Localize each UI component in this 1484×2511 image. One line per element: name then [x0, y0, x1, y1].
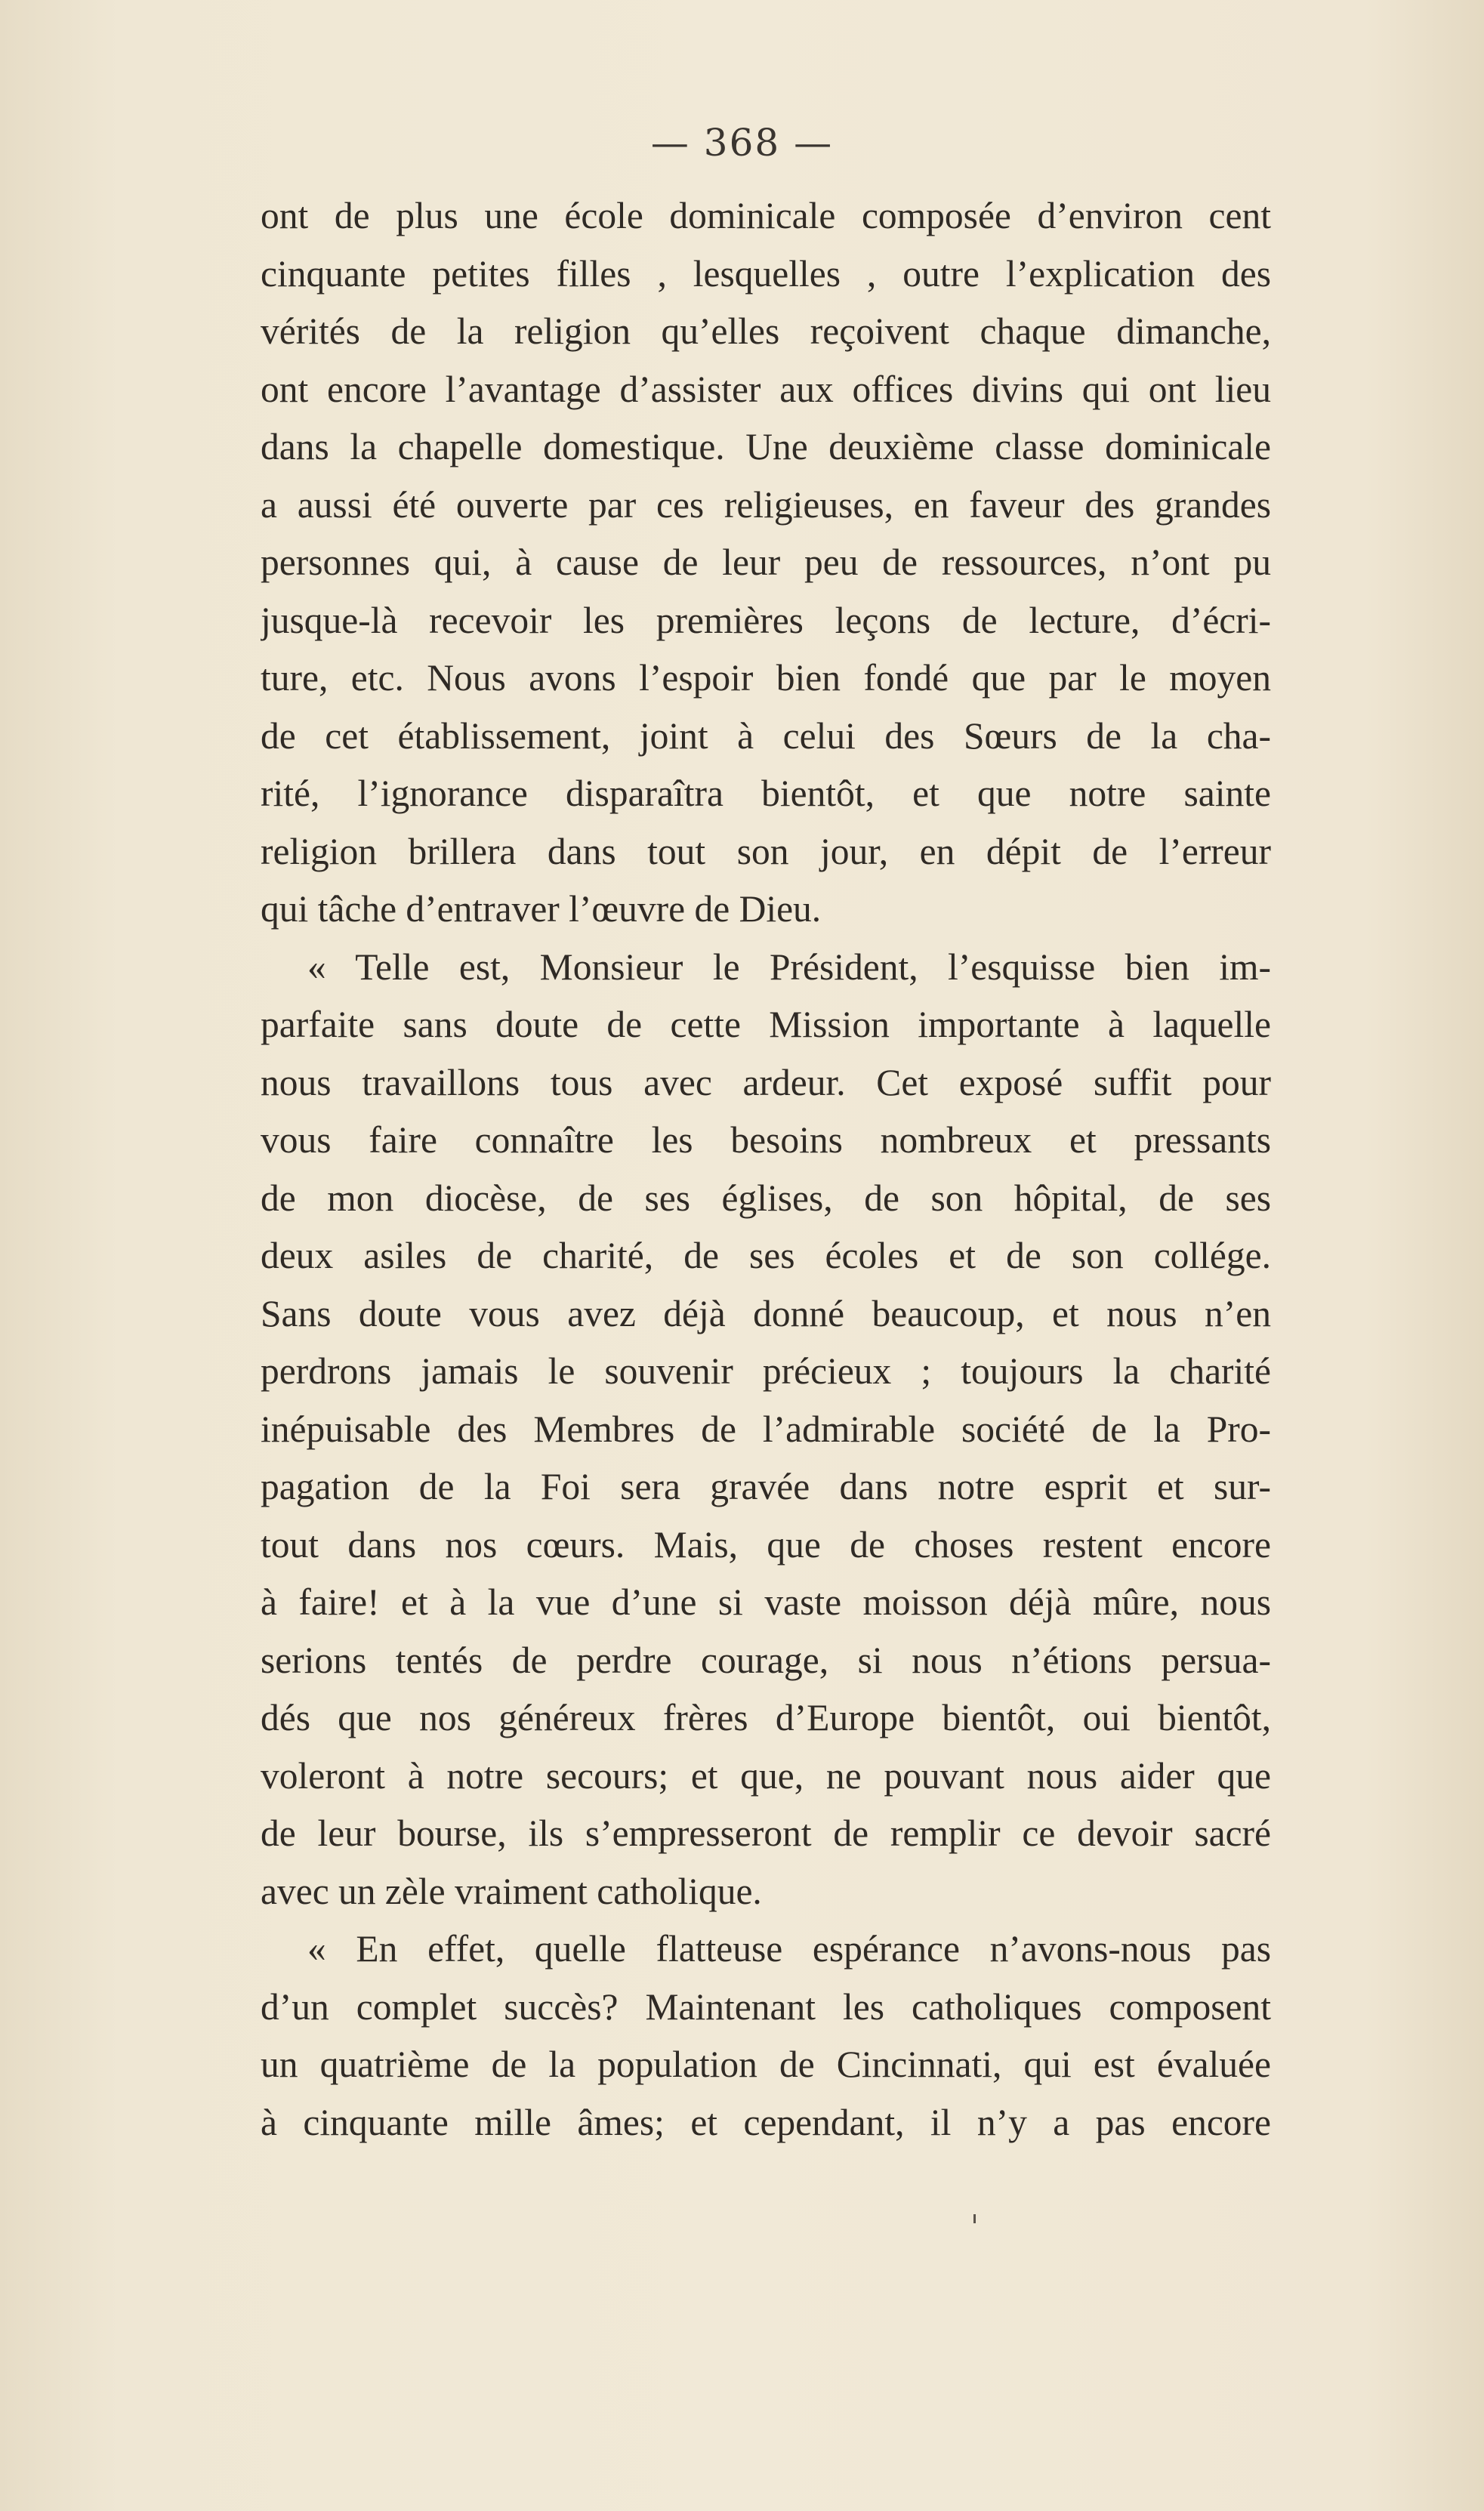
- page-number: — 368 —: [650, 121, 834, 165]
- text-line: de cet établissement, joint à celui des Sœurs de la cha-: [261, 714, 1271, 757]
- text-line: jusque-là recevoir les premières leçons de lecture, d’écri-: [261, 599, 1271, 641]
- text-line: inépuisable des Membres de l’admirable société de la Pro-: [261, 1408, 1271, 1450]
- text-line: serions tentés de perdre courage, si nous n’étions persua-: [261, 1639, 1271, 1681]
- text-line: Sans doute vous avez déjà donné beaucoup, et nous n’en: [261, 1292, 1271, 1334]
- text-line: vous faire connaître les besoins nombreux et pressants: [261, 1119, 1271, 1161]
- text-line: ont encore l’avantage d’assister aux offices divins qui ont lieu: [261, 368, 1271, 410]
- text-line: « En effet, quelle flatteuse espérance n’avons-nous pas: [307, 1928, 1271, 1970]
- text-line: dans la chapelle domestique. Une deuxième classe dominicale: [261, 426, 1271, 467]
- text-line: de mon diocèse, de ses églises, de son hôpital, de ses: [261, 1177, 1271, 1219]
- text-line: cinquante petites filles , lesquelles , outre l’explication des: [261, 252, 1271, 295]
- text-line: avec un zèle vraiment catholique.: [261, 1870, 762, 1912]
- text-line: ont de plus une école dominicale composée d’environ cent: [261, 195, 1271, 236]
- text-line: rité, l’ignorance disparaîtra bientôt, et que notre sainte: [261, 773, 1271, 814]
- body-text: [261, 187, 1271, 2152]
- text-line: d’un complet succès? Maintenant les catholiques composent: [261, 1985, 1271, 2028]
- text-line: religion brillera dans tout son jour, en dépit de l’erreur: [261, 830, 1271, 872]
- text-line: un quatrième de la population de Cincinnati, qui est évaluée: [261, 2044, 1271, 2085]
- text-line: tout dans nos cœurs. Mais, que de choses restent encore: [261, 1523, 1271, 1566]
- text-line: personnes qui, à cause de leur peu de ressources, n’ont pu: [261, 541, 1271, 583]
- text-line: « Telle est, Monsieur le Président, l’esquisse bien im-: [307, 945, 1271, 988]
- text-line: ture, etc. Nous avons l’espoir bien fondé que par le moyen: [261, 657, 1271, 699]
- paragraph: [261, 939, 1271, 1921]
- text-line: nous travaillons tous avec ardeur. Cet exposé suffit pour: [261, 1061, 1271, 1103]
- ink-speck: [973, 2214, 976, 2223]
- text-line: parfaite sans doute de cette Mission importante à laquelle: [261, 1004, 1271, 1045]
- text-line: à cinquante mille âmes; et cependant, il n’y a pas encore: [261, 2101, 1271, 2143]
- text-line: vérités de la religion qu’elles reçoivent chaque dimanche,: [261, 310, 1271, 352]
- text-line: perdrons jamais le souvenir précieux ; toujours la charité: [261, 1350, 1271, 1392]
- text-line: dés que nos généreux frères d’Europe bientôt, oui bientôt,: [261, 1697, 1271, 1738]
- text-line: a aussi été ouverte par ces religieuses, en faveur des grandes: [261, 483, 1271, 526]
- text-line: à faire! et à la vue d’une si vaste moisson déjà mûre, nous: [261, 1581, 1271, 1623]
- text-line: deux asiles de charité, de ses écoles et de son collége.: [261, 1235, 1271, 1276]
- text-line: qui tâche d’entraver l’œuvre de Dieu.: [261, 888, 822, 930]
- text-line: pagation de la Foi sera gravée dans notre esprit et sur-: [261, 1466, 1271, 1507]
- text-line: de leur bourse, ils s’empresseront de remplir ce devoir sacré: [261, 1812, 1271, 1854]
- text-line: voleront à notre secours; et que, ne pouvant nous aider que: [261, 1754, 1271, 1797]
- paragraph: [261, 1920, 1271, 2152]
- paragraph: [261, 187, 1271, 939]
